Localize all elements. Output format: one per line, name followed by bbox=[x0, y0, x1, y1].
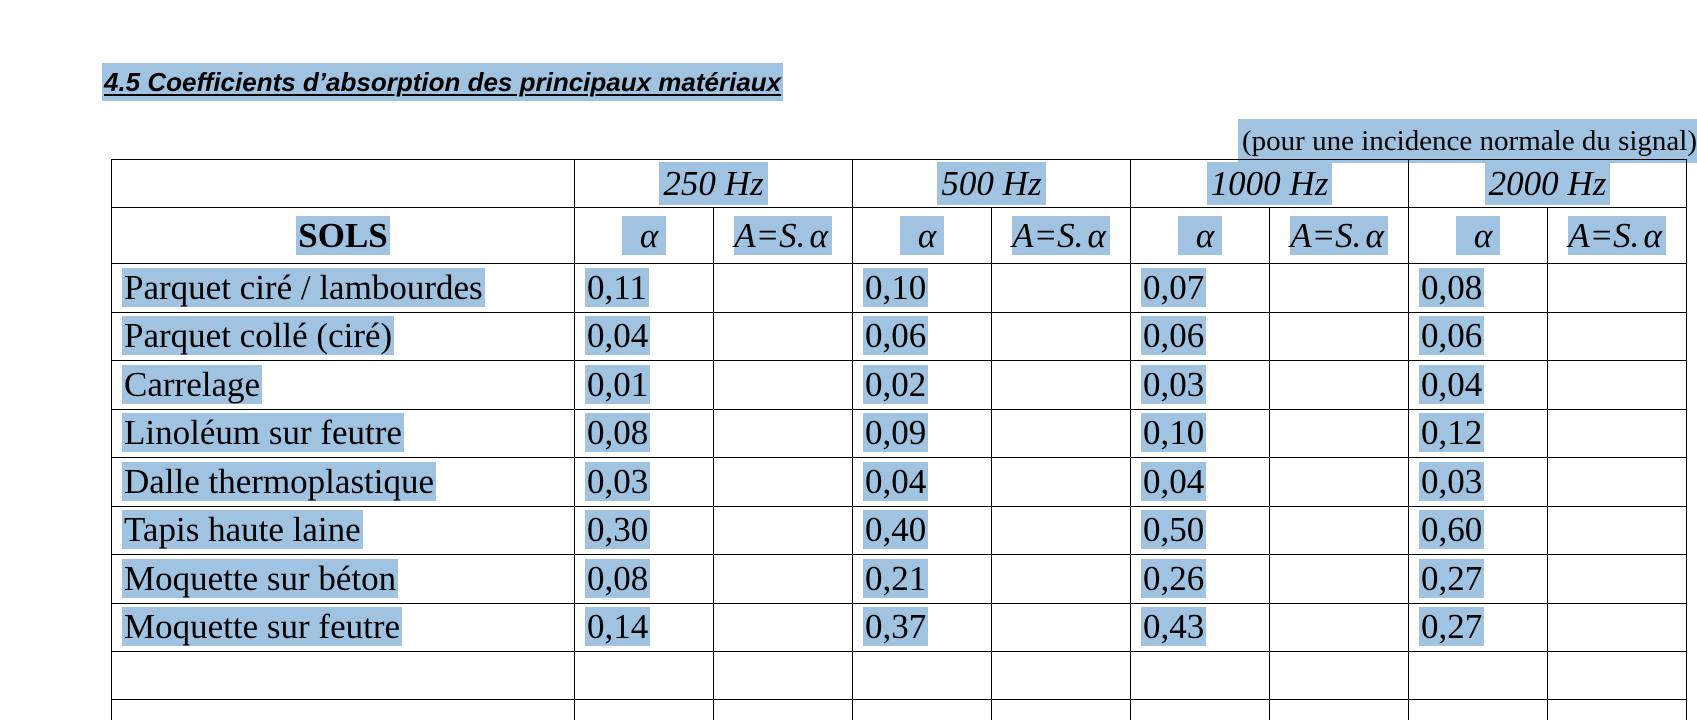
freq-header-500: 500 Hz bbox=[853, 160, 1131, 208]
table-row bbox=[112, 555, 1687, 604]
table-row bbox=[112, 458, 1687, 507]
alpha-cell-1000 bbox=[1131, 312, 1270, 361]
alpha-cell-2000 bbox=[1409, 603, 1548, 652]
table-row bbox=[112, 312, 1687, 361]
area-cell-250 bbox=[714, 458, 853, 507]
area-cell-2000 bbox=[1548, 555, 1687, 604]
alpha-value: 0,04 bbox=[587, 316, 649, 356]
area-cell-1000 bbox=[1270, 506, 1409, 555]
alpha-cell-500 bbox=[853, 361, 992, 410]
alpha-cell-1000 bbox=[1131, 506, 1270, 555]
material-cell bbox=[112, 506, 575, 555]
alpha-cell-1000 bbox=[1131, 264, 1270, 313]
empty-cell bbox=[853, 652, 992, 700]
alpha-value: 0,07 bbox=[1143, 267, 1205, 307]
empty-cell bbox=[575, 652, 714, 700]
section-label: SOLS bbox=[112, 208, 575, 264]
alpha-value: 0,10 bbox=[1143, 413, 1205, 453]
alpha-cell-2000 bbox=[1409, 409, 1548, 458]
section-heading: 4.5 Coefficients d’absorption des principaux matériaux bbox=[102, 63, 783, 101]
alpha-cell-500 bbox=[853, 506, 992, 555]
alpha-header-1000: α bbox=[1131, 208, 1270, 264]
alpha-cell-500 bbox=[853, 603, 992, 652]
frequency-header-row bbox=[112, 160, 1687, 208]
empty-cell bbox=[1409, 652, 1548, 700]
empty-cell bbox=[1131, 700, 1270, 720]
empty-cell bbox=[1270, 700, 1409, 720]
material-cell bbox=[112, 312, 575, 361]
alpha-cell-250 bbox=[575, 361, 714, 410]
empty-corner-cell bbox=[112, 160, 575, 208]
area-cell-1000 bbox=[1270, 264, 1409, 313]
area-cell-500 bbox=[992, 409, 1131, 458]
alpha-value: 0,01 bbox=[587, 364, 649, 404]
empty-cell bbox=[112, 700, 575, 720]
area-cell-1000 bbox=[1270, 361, 1409, 410]
area-cell-250 bbox=[714, 409, 853, 458]
material-name: Carrelage bbox=[124, 364, 261, 404]
alpha-cell-500 bbox=[853, 409, 992, 458]
alpha-value: 0,26 bbox=[1143, 558, 1205, 598]
table-row bbox=[112, 264, 1687, 313]
alpha-value: 0,08 bbox=[587, 558, 649, 598]
material-cell bbox=[112, 603, 575, 652]
alpha-cell-250 bbox=[575, 458, 714, 507]
alpha-cell-250 bbox=[575, 264, 714, 313]
material-cell bbox=[112, 361, 575, 410]
material-cell bbox=[112, 458, 575, 507]
alpha-cell-500 bbox=[853, 458, 992, 507]
area-cell-2000 bbox=[1548, 603, 1687, 652]
area-cell-1000 bbox=[1270, 458, 1409, 507]
area-cell-250 bbox=[714, 312, 853, 361]
alpha-value: 0,06 bbox=[1143, 316, 1205, 356]
area-cell-500 bbox=[992, 603, 1131, 652]
alpha-value: 0,02 bbox=[865, 364, 927, 404]
table-row bbox=[112, 603, 1687, 652]
alpha-cell-250 bbox=[575, 312, 714, 361]
table-row bbox=[112, 361, 1687, 410]
empty-cell bbox=[714, 700, 853, 720]
area-cell-1000 bbox=[1270, 409, 1409, 458]
alpha-cell-250 bbox=[575, 603, 714, 652]
alpha-cell-500 bbox=[853, 264, 992, 313]
alpha-value: 0,21 bbox=[865, 558, 927, 598]
area-cell-2000 bbox=[1548, 312, 1687, 361]
material-name: Parquet ciré / lambourdes bbox=[124, 267, 483, 307]
alpha-cell-2000 bbox=[1409, 555, 1548, 604]
table-row bbox=[112, 506, 1687, 555]
alpha-cell-500 bbox=[853, 555, 992, 604]
alpha-value: 0,03 bbox=[1421, 461, 1483, 501]
alpha-value: 0,11 bbox=[587, 267, 647, 307]
area-cell-500 bbox=[992, 361, 1131, 410]
alpha-value: 0,14 bbox=[587, 607, 649, 647]
area-cell-2000 bbox=[1548, 458, 1687, 507]
material-name: Dalle thermoplastique bbox=[124, 461, 435, 501]
alpha-cell-250 bbox=[575, 409, 714, 458]
area-cell-250 bbox=[714, 506, 853, 555]
alpha-value: 0,12 bbox=[1421, 413, 1483, 453]
material-name: Moquette sur béton bbox=[124, 558, 397, 598]
freq-header-2000: 2000 Hz bbox=[1409, 160, 1687, 208]
alpha-value: 0,03 bbox=[1143, 364, 1205, 404]
material-name: Parquet collé (ciré) bbox=[124, 316, 393, 356]
area-cell-2000 bbox=[1548, 361, 1687, 410]
area-cell-500 bbox=[992, 506, 1131, 555]
alpha-value: 0,06 bbox=[1421, 316, 1483, 356]
area-header-1000: A=S. α bbox=[1270, 208, 1409, 264]
alpha-cell-1000 bbox=[1131, 603, 1270, 652]
alpha-cell-250 bbox=[575, 555, 714, 604]
alpha-value: 0,27 bbox=[1421, 607, 1483, 647]
alpha-value: 0,37 bbox=[865, 607, 927, 647]
alpha-value: 0,30 bbox=[587, 510, 649, 550]
empty-cell bbox=[853, 700, 992, 720]
alpha-value: 0,40 bbox=[865, 510, 927, 550]
alpha-value: 0,10 bbox=[865, 267, 927, 307]
material-cell bbox=[112, 264, 575, 313]
symbol-header-row bbox=[112, 208, 1687, 264]
area-cell-500 bbox=[992, 264, 1131, 313]
alpha-value: 0,04 bbox=[1143, 461, 1205, 501]
area-cell-2000 bbox=[1548, 506, 1687, 555]
alpha-cell-2000 bbox=[1409, 506, 1548, 555]
alpha-cell-500 bbox=[853, 312, 992, 361]
alpha-value: 0,43 bbox=[1143, 607, 1205, 647]
alpha-cell-1000 bbox=[1131, 458, 1270, 507]
freq-header-1000: 1000 Hz bbox=[1131, 160, 1409, 208]
alpha-cell-1000 bbox=[1131, 409, 1270, 458]
area-header-250: A=S. α bbox=[714, 208, 853, 264]
alpha-value: 0,27 bbox=[1421, 558, 1483, 598]
alpha-cell-2000 bbox=[1409, 361, 1548, 410]
empty-cell bbox=[714, 652, 853, 700]
area-cell-2000 bbox=[1548, 264, 1687, 313]
empty-cell bbox=[1548, 652, 1687, 700]
alpha-value: 0,06 bbox=[865, 316, 927, 356]
material-name: Moquette sur feutre bbox=[124, 607, 401, 647]
area-cell-250 bbox=[714, 361, 853, 410]
alpha-cell-2000 bbox=[1409, 458, 1548, 507]
empty-cell bbox=[992, 652, 1131, 700]
area-cell-2000 bbox=[1548, 409, 1687, 458]
alpha-cell-1000 bbox=[1131, 555, 1270, 604]
area-cell-500 bbox=[992, 312, 1131, 361]
material-cell bbox=[112, 409, 575, 458]
area-cell-500 bbox=[992, 458, 1131, 507]
incidence-note: (pour une incidence normale du signal) bbox=[1238, 119, 1697, 163]
alpha-value: 0,03 bbox=[587, 461, 649, 501]
alpha-value: 0,08 bbox=[587, 413, 649, 453]
area-cell-1000 bbox=[1270, 555, 1409, 604]
empty-cell bbox=[1131, 652, 1270, 700]
area-header-500: A=S. α bbox=[992, 208, 1131, 264]
empty-cell bbox=[112, 652, 575, 700]
alpha-cell-1000 bbox=[1131, 361, 1270, 410]
alpha-header-500: α bbox=[853, 208, 992, 264]
alpha-header-2000: α bbox=[1409, 208, 1548, 264]
alpha-cell-2000 bbox=[1409, 312, 1548, 361]
alpha-cell-2000 bbox=[1409, 264, 1548, 313]
alpha-value: 0,09 bbox=[865, 413, 927, 453]
empty-row bbox=[112, 652, 1687, 700]
alpha-value: 0,08 bbox=[1421, 267, 1483, 307]
empty-row bbox=[112, 700, 1687, 720]
freq-header-250: 250 Hz bbox=[575, 160, 853, 208]
alpha-value: 0,04 bbox=[865, 461, 927, 501]
area-cell-500 bbox=[992, 555, 1131, 604]
area-cell-1000 bbox=[1270, 603, 1409, 652]
area-cell-1000 bbox=[1270, 312, 1409, 361]
material-cell bbox=[112, 555, 575, 604]
empty-cell bbox=[575, 700, 714, 720]
alpha-value: 0,50 bbox=[1143, 510, 1205, 550]
alpha-cell-250 bbox=[575, 506, 714, 555]
area-cell-250 bbox=[714, 264, 853, 313]
empty-cell bbox=[1270, 652, 1409, 700]
area-cell-250 bbox=[714, 603, 853, 652]
alpha-value: 0,60 bbox=[1421, 510, 1483, 550]
area-cell-250 bbox=[714, 555, 853, 604]
table-row bbox=[112, 409, 1687, 458]
absorption-table bbox=[111, 159, 1687, 720]
empty-cell bbox=[1409, 700, 1548, 720]
material-name: Linoléum sur feutre bbox=[124, 413, 402, 453]
alpha-header-250: α bbox=[575, 208, 714, 264]
empty-cell bbox=[1548, 700, 1687, 720]
empty-cell bbox=[992, 700, 1131, 720]
alpha-value: 0,04 bbox=[1421, 364, 1483, 404]
area-header-2000: A=S. α bbox=[1548, 208, 1687, 264]
material-name: Tapis haute laine bbox=[124, 510, 361, 550]
